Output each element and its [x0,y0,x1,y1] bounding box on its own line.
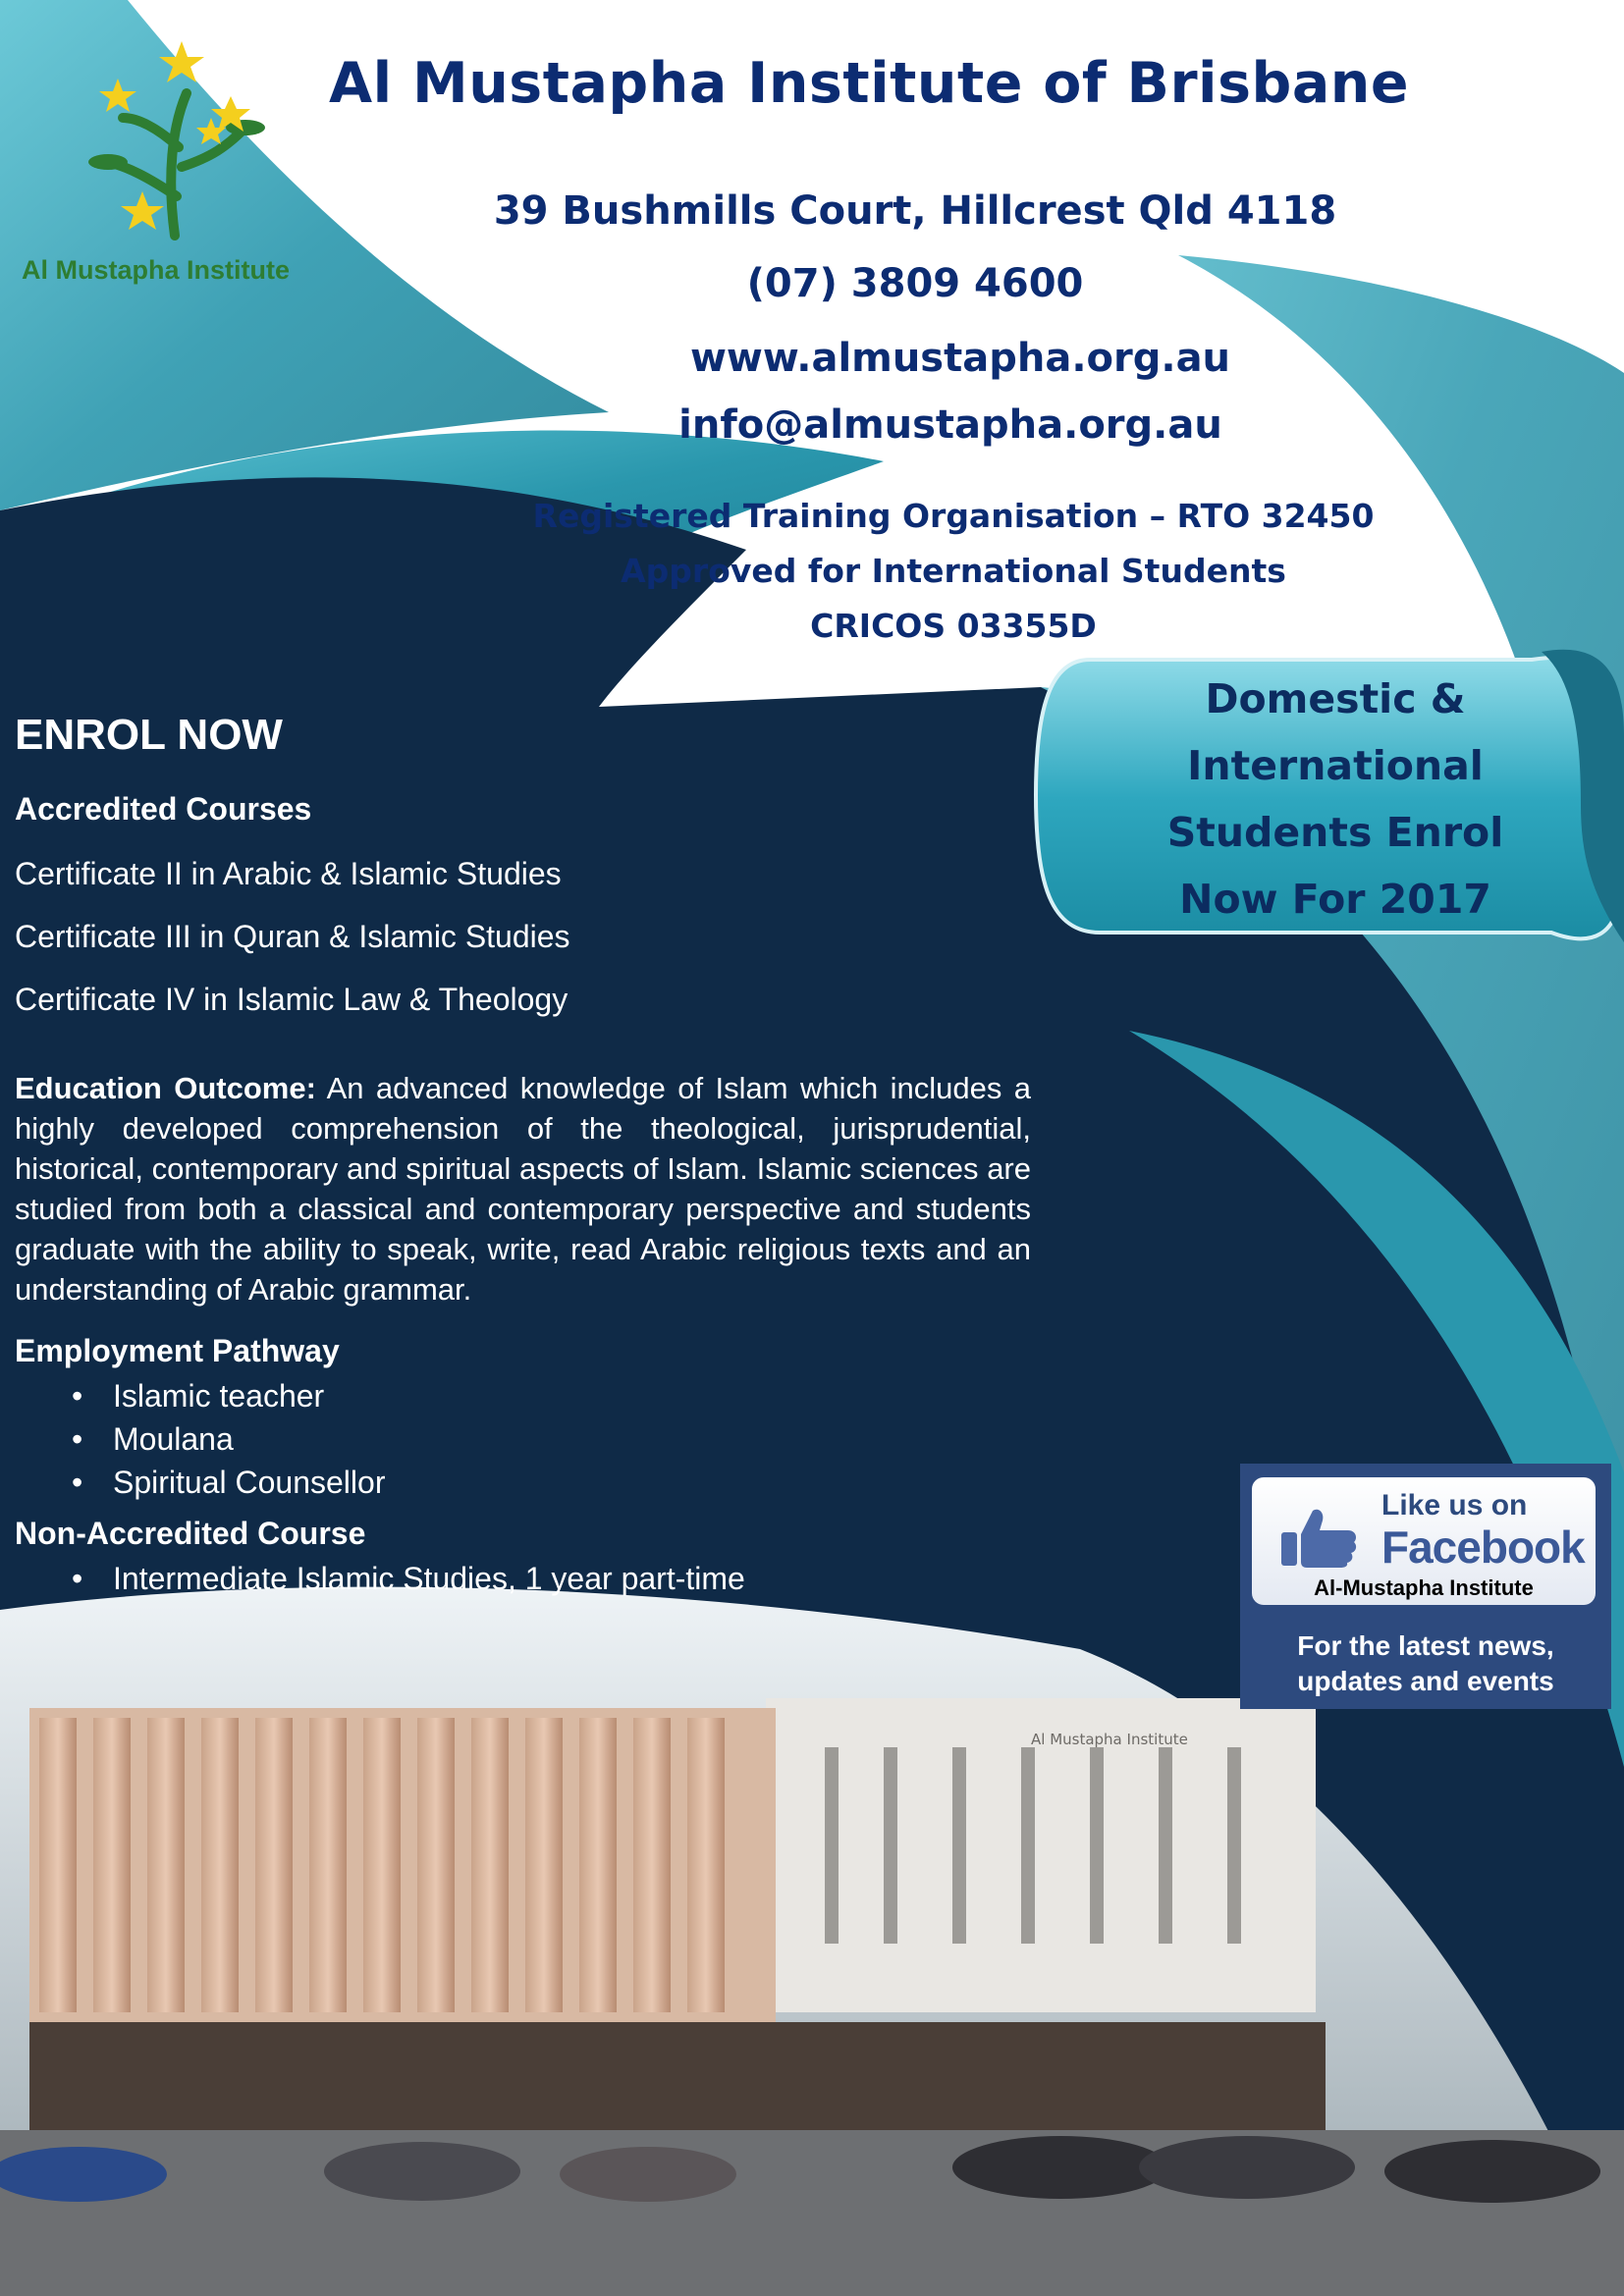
education-outcome-text: An advanced knowledge of Islam which includes a highly developed comprehension of the theological, jurisprudential, historical, contemporary and spiritual aspects of Islam. Islamic sciences are studied from both a classical and contemporary perspective and students graduate with the ability to speak, write, read Arabic religious texts and an understanding of Arabic grammar. [15,1071,1031,1307]
phone-number: (07) 3809 4600 [746,261,1084,306]
enrol-banner-line: International [1187,742,1484,789]
bullet-icon: • [72,1465,83,1500]
address: 39 Bushmills Court, Hillcrest Qld 4118 [493,188,1337,234]
bullet-icon: • [72,1378,83,1414]
enrol-banner-line: Domestic & [1205,675,1466,722]
approved-line: Approved for International Students [621,552,1286,590]
enrol-banner-line: Students Enrol [1166,809,1504,856]
enrol-banner-line: Now For 2017 [1179,876,1491,923]
facebook-brand: Facebook [1381,1522,1585,1573]
bullet-icon: • [72,1561,83,1596]
non-accredited-heading: Non-Accredited Course [15,1516,366,1551]
list-item: • Islamic teacher [15,1374,385,1417]
thumbs-up-icon [1279,1507,1358,1568]
course-item: Certificate IV in Islamic Law & Theology [15,982,568,1017]
facebook-page-name: Al-Mustapha Institute [1314,1575,1534,1600]
institute-title: Al Mustapha Institute of Brisbane [329,51,1410,116]
logo-caption: Al Mustapha Institute [22,255,291,285]
employment-pathway-heading: Employment Pathway [15,1333,340,1368]
non-accredited-list [15,1557,745,1600]
rto-line: Registered Training Organisation – RTO 32450 [532,497,1375,535]
list-item: • Spiritual Counsellor [15,1461,385,1504]
facebook-news-text: For the latest news, updates and events [1297,1630,1554,1696]
facebook-panel[interactable] [1240,1464,1611,1709]
building-sign: Al Mustapha Institute [1031,1731,1188,1748]
website-link[interactable]: www.almustapha.org.au [689,336,1231,381]
list-item: • Intermediate Islamic Studies, 1 year part-time [15,1557,745,1600]
facebook-like-text: Like us on [1381,1489,1528,1522]
accredited-courses-heading: Accredited Courses [15,791,312,827]
enrol-banner [1080,660,1591,938]
facebook-like-card[interactable] [1252,1477,1596,1605]
email-link[interactable]: info@almustapha.org.au [678,402,1222,448]
education-outcome [15,1068,1031,1309]
education-outcome-label: Education Outcome: [15,1071,316,1105]
course-item: Certificate II in Arabic & Islamic Studies [15,856,562,891]
cricos-line: CRICOS 03355D [810,607,1097,645]
enrol-now-heading: ENROL NOW [15,711,283,759]
employment-list [15,1374,385,1504]
bullet-icon: • [72,1421,83,1457]
list-item: • Moulana [15,1417,385,1461]
course-item: Certificate III in Quran & Islamic Studies [15,919,570,954]
